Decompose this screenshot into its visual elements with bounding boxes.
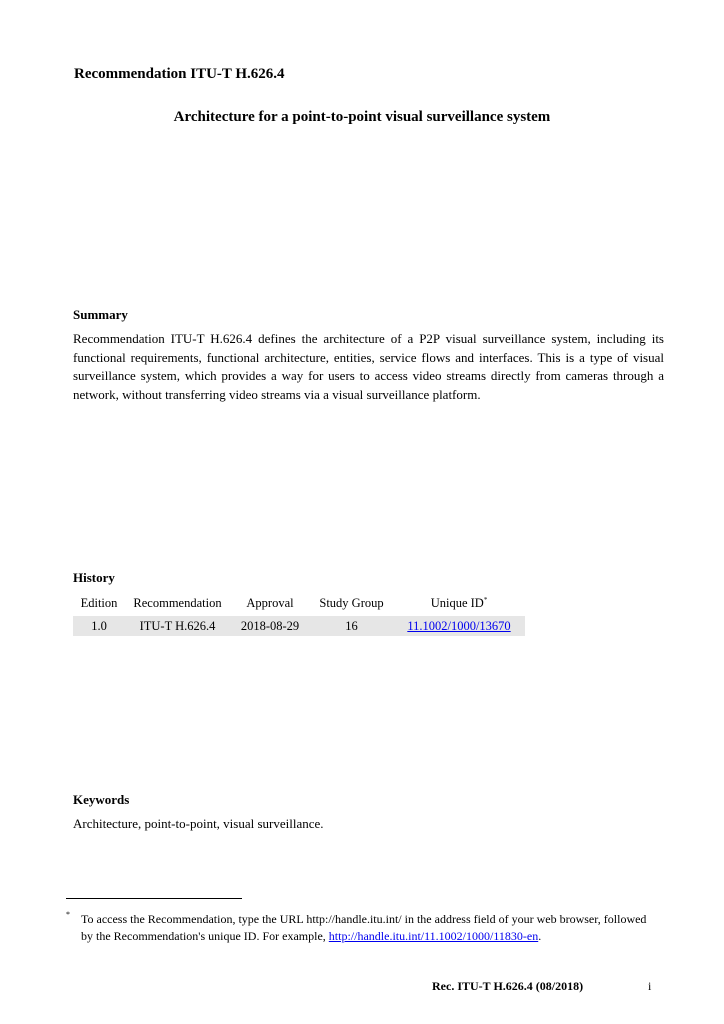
footnote-mark: * [66,910,70,919]
summary-text: Recommendation ITU-T H.626.4 defines the architecture of a P2P visual surveillance system, including its functional requirements, functional architecture, entities, service flows and interfaces. This is a type of visual surveillance system, which provides a way for users to access video streams directly from cameras through a network, without transferring video streams via a visual surveillance platform. [73,331,664,402]
cell-edition: 1.0 [73,616,125,636]
history-table [73,593,525,636]
page-number: i [648,979,652,993]
footnote-example-link[interactable]: http://handle.itu.int/11.1002/1000/11830-en [328,929,539,943]
keywords-text: Architecture, point-to-point, visual surveillance. [73,816,324,831]
col-unique-id-label: Unique ID [430,595,484,610]
col-study-group: Study Group [319,595,384,610]
col-approval: Approval [246,595,294,610]
cell-approval: 2018-08-29 [230,616,310,636]
table-row [73,616,525,636]
document-title: Architecture for a point-to-point visual surveillance system [173,109,551,125]
col-edition: Edition [80,595,118,610]
unique-id-footnote-mark: * [483,595,488,604]
cell-recommendation: ITU-T H.626.4 [125,616,230,636]
cell-unique-id [393,616,525,636]
footnote-separator [66,898,242,899]
footer-reference: Rec. ITU-T H.626.4 (08/2018) [432,979,584,993]
footnote-text-before: To access the Recommendation, type the URL http://handle.itu.int/ in the address field of your web browser, followed by the Recommendation's unique ID. For example, [81,912,647,943]
keywords-heading: Keywords [73,792,130,807]
col-recommendation: Recommendation [133,595,222,610]
footnote-text-after: . [538,929,542,943]
col-unique-id [393,593,525,616]
history-header-row [73,593,525,616]
unique-id-link[interactable]: 11.1002/1000/13670 [407,618,511,633]
cell-study-group: 16 [310,616,393,636]
history-heading: History [73,570,115,585]
footnote-text [81,911,659,945]
recommendation-label: Recommendation ITU-T H.626.4 [74,66,285,82]
summary-heading: Summary [73,307,128,322]
